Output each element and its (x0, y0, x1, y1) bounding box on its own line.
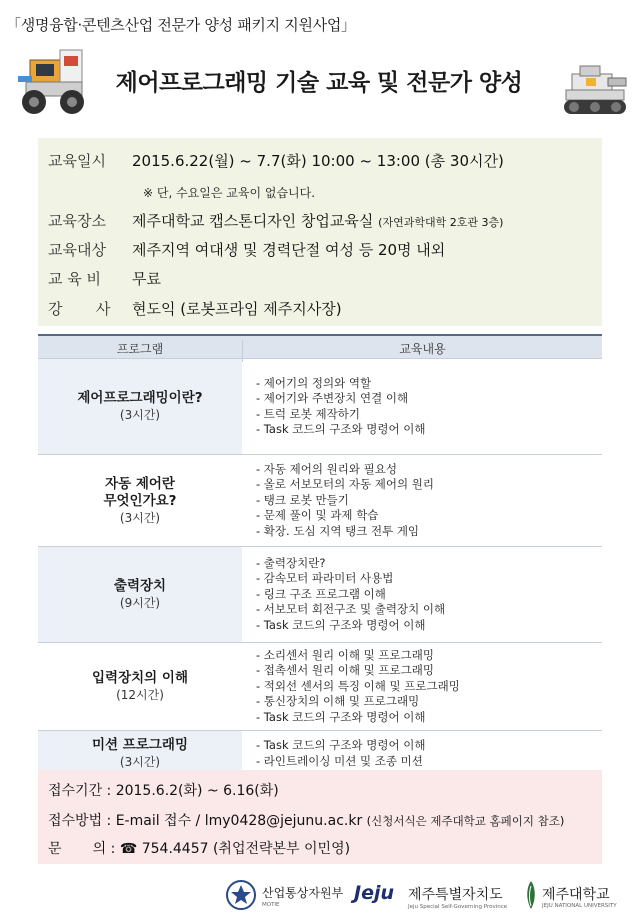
jeju-mark: Jeju (354, 882, 394, 904)
content-item: - 감속모터 파라미터 사용법 (256, 571, 394, 586)
date-label: 교육일시 (48, 152, 106, 170)
content-item: - 올로 서보모터의 자동 제어의 원리 (256, 477, 434, 492)
univ-emblem-icon (524, 880, 538, 910)
univ-name: 제주대학교 (542, 887, 610, 903)
date-value: 2015.6.22(월) ~ 7.7(화) 10:00 ~ 13:00 (총 30시간) (132, 152, 504, 170)
place-value (132, 210, 503, 231)
header-program: 프로그램 (116, 342, 164, 356)
content-item: - 적외선 센서의 특징 이해 및 프로그래밍 (256, 678, 460, 693)
program-name: 자동 제어란 (105, 475, 175, 492)
program-name: 제어프로그래밍이란? (77, 390, 203, 406)
program-name-cell (38, 643, 242, 730)
content-item: - 통신장치의 이해 및 프로그래밍 (256, 694, 420, 709)
program-content-cell (242, 547, 602, 642)
motie-en: MOTIE (262, 902, 280, 908)
fee-value: 무료 (132, 270, 161, 288)
place-detail: (자연과학대학 2호관 3층) (378, 216, 504, 229)
content-item: - 제어기와 주변장치 연결 이해 (256, 391, 409, 405)
content-item: - Task 코드의 구조와 명령어 이해 (256, 422, 426, 436)
lecturer-label: 강 사 (48, 300, 111, 318)
program-hours: (12시간) (116, 688, 164, 702)
motie-emblem-icon (226, 880, 256, 910)
place-main: 제주대학교 캡스톤디자인 창업교육실 (132, 212, 374, 230)
content-item: - 출력장치란? (256, 555, 326, 570)
univ-en: JEJU NATIONAL UNIVERSITY (542, 903, 617, 909)
subtitle: 「생명융합·콘텐츠산업 전문가 양성 패키지 지원사업」 (6, 16, 356, 34)
registration-period: 접수기간 : 2015.6.2(화) ~ 6.16(화) (48, 783, 279, 799)
info-box (38, 138, 602, 326)
jeju-logo (354, 876, 514, 916)
registration-box (38, 770, 602, 864)
content-item: - 링크 구조 프로그램 이해 (256, 586, 386, 601)
robot-right-illustration (560, 62, 630, 122)
target-label: 교육대상 (48, 241, 106, 259)
program-name-cell (38, 547, 242, 642)
content-item: - 탱크 로봇 만들기 (256, 492, 349, 507)
program-content-cell (242, 643, 602, 730)
program-name-cell (38, 359, 242, 454)
motie-name: 산업통상자원부 (262, 886, 344, 900)
program-name-line2: 무엇인가요? (103, 492, 177, 509)
content-item: - Task 코드의 구조와 명령어 이해 (256, 617, 426, 632)
target-value: 제주지역 여대생 및 경력단절 여성 등 20명 내외 (132, 241, 446, 259)
program-name-cell (38, 455, 242, 546)
inquiry-value: ☎ 754.4457 (취업전략본부 이민영) (119, 841, 351, 857)
content-item: - 접촉센서 원리 이해 및 프로그래밍 (256, 663, 434, 678)
content-item: - 제어기의 정의와 역할 (256, 375, 372, 390)
content-item: - 트럭 로봇 제작하기 (256, 406, 360, 421)
program-content-cell (242, 455, 602, 546)
content-item: - Task 코드의 구조와 명령어 이해 (256, 709, 426, 724)
program-content-cell (242, 359, 602, 454)
program-hours: (3시간) (119, 408, 161, 422)
program-name: 미션 프로그래밍 (92, 737, 188, 753)
table-row (38, 546, 602, 642)
date-note: ※ 단, 수요일은 교육이 없습니다. (143, 186, 316, 200)
inquiry-label: 문 의 : (48, 841, 120, 857)
univ-logo (524, 876, 636, 916)
jeju-en: Jeju Special Self-Governing Province (408, 904, 508, 910)
content-item: - 라인트레이싱 미션 및 조종 미션 (256, 753, 423, 768)
content-item: - 문제 풀이 및 과제 학습 (256, 508, 379, 523)
program-name: 출력장치 (113, 578, 167, 594)
content-item: - 자동 제어의 원리와 필요성 (256, 461, 397, 476)
program-hours: (3시간) (119, 755, 161, 769)
place-label: 교육장소 (48, 212, 106, 230)
lecturer-value: 현도익 (로봇프라임 제주지사장) (132, 300, 342, 318)
method-note: (신청서식은 제주대학교 홈페이지 참조) (366, 814, 565, 828)
table-row (38, 454, 602, 546)
content-item: - 서보모터 회전구조 및 출력장치 이해 (256, 602, 446, 617)
motie-logo (226, 876, 346, 916)
table-row (38, 642, 602, 730)
fee-label: 교 육 비 (48, 270, 102, 288)
inquiry (48, 838, 350, 858)
page-title: 제어프로그래밍 기술 교육 및 전문가 양성 (115, 70, 523, 96)
table-row (38, 358, 602, 454)
content-item: - 확장. 도심 지역 탱크 전투 게임 (256, 523, 420, 538)
header-content: 교육내용 (242, 340, 602, 362)
content-item: - Task 코드의 구조와 명령어 이해 (256, 738, 426, 752)
table-header (38, 334, 602, 358)
program-hours: (9시간) (119, 596, 161, 610)
program-hours: (3시간) (119, 510, 161, 525)
method-main: 접수방법 : E-mail 접수 / lmy0428@jejunu.ac.kr (48, 813, 363, 829)
content-item: - 소리센서 원리 이해 및 프로그래밍 (256, 647, 434, 662)
program-name: 입력장치의 이해 (92, 670, 188, 686)
jeju-name: 제주특별자치도 (408, 887, 503, 903)
registration-method (48, 810, 564, 830)
